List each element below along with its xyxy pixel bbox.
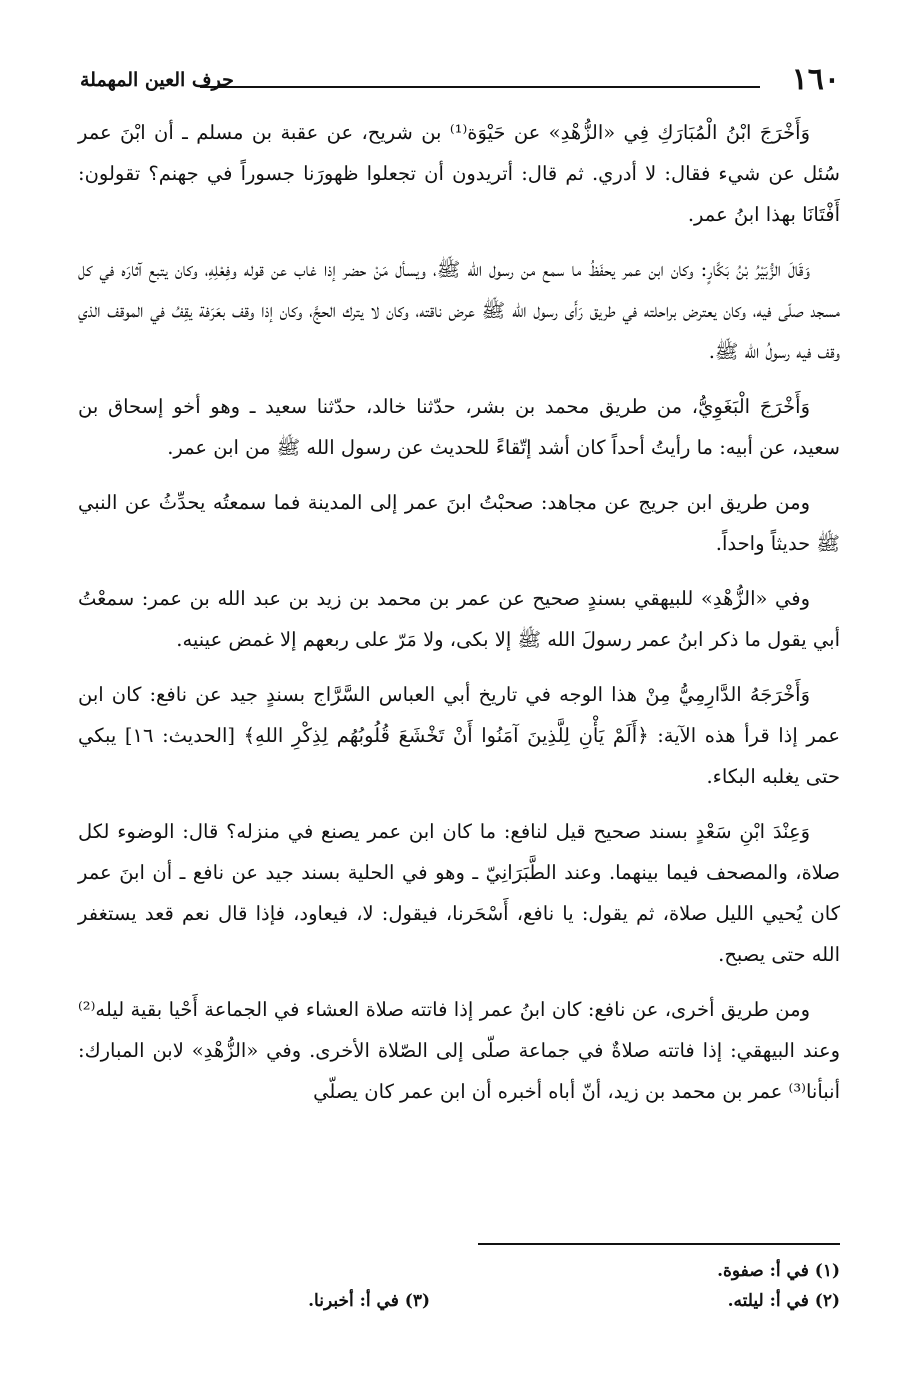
paragraph: وَأَخْرَجَ ابْنُ الْمُبَارَكِ فِي «الزُّهْدِ» عن حَيْوَة⁽¹⁾ بن شريح، عن عقبة بن مسلم ـ أن ابْنَ عمر سُئل عن شيء فقال: لا أدري. ثم قال: أتريدون أن تجعلوا ظهورَنا جسوراً في جهنم؟ تقولون: أَفْتَانَا بهذا ابنُ عمر. — [78, 121, 840, 226]
paragraph: وَأَخْرَجَ الْبَغَوِيُّ، من طريق محمد بن بشر، حدّثنا خالد، حدّثنا سعيد ـ وهو أخو إسحاق بن سعيد، عن أبيه: ما رأيتُ أحداً كان أشد إتّقاءً للحديث عن رسول الله ﷺ من ابن عمر. — [78, 395, 840, 459]
footnotes — [150, 1256, 840, 1316]
running-title: حرف العين المهملة — [80, 69, 234, 91]
paragraph: وَعِنْدَ ابْنِ سَعْدٍ بسند صحيح قيل لنافع: ما كان ابن عمر يصنع في منزله؟ قال: الوضوء لكل صلاة، والمصحف فيما بينهما. وعند الطَّبَرَانِيّ ـ وهو في الحلية بسند جيد عن نافع ـ أن ابنَ عمر كان يُحيي الليل صلاة، ثم يقول: يا نافع، أَسْحَرنا، فيقول: لا، فيعاود، فإذا قال نعم قعد يستغفر الله حتى يصبح. — [78, 820, 840, 966]
page-number: ١٦٠ — [791, 62, 840, 97]
paragraph: وَأَخْرَجَهُ الدَّارِمِيُّ مِنْ هذا الوجه في تاريخ أبي العباس السَّرَّاج بسندٍ جيد عن نافع: كان ابن عمر إذا قرأ هذه الآية: ﴿أَلَمْ يَأْنِ لِلَّذِينَ آمَنُوا أَنْ تَخْشَعَ قُلُوبُهُم لِذِكْرِ اللهِ﴾ [الحديث: ١٦] يبكي حتى يغلبه البكاء. — [78, 683, 841, 788]
main-text — [78, 112, 840, 1126]
header-rule — [200, 86, 760, 88]
paragraph: ومن طريق أخرى، عن نافع: كان ابنُ عمر إذا فاتته صلاة العشاء في الجماعة أَحْيا بقية ليله⁽²⁾ وعند البيهقي: إذا فاتته صلاةٌ في جماعة صلّى إلى الصّلاة الأخرى. وفي «الزُّهْدِ» لابن المبارك: أنبأنا⁽³⁾ عمر بن محمد بن زيد، أنّ أباه أخبره أن ابن عمر كان يصلّي — [78, 998, 840, 1103]
paragraph: ومن طريق ابن جريج عن مجاهد: صحبْتُ ابنَ عمر إلى المدينة فما سمعتُه يحدِّثُ عن النبي ﷺ حديثاً واحداً. — [78, 491, 840, 555]
footnote-line — [150, 1256, 840, 1286]
paragraph: وَقَالَ الزُّبَيْرُ بْنُ بَكَّارٍ: وكان ابن عمر يحفَظُ ما سمع من رسول الله ﷺ، ويسأل مَنْ حضر إذا غاب عن قوله وفِعْلِهِ، وكان يتبع آثارَه في كل مسجد صلّى فيه، وكان يعترض براحلته في طريق رَأَى رسول الله ﷺ عرض ناقته، وكان لا يترك الحجَّ، وكان إذا وقف بعَرَفة يقِفُ في الموقف الذي وقف فيه رسولُ الله ﷺ. — [78, 258, 840, 363]
paragraph: وفي «الزُّهْدِ» للبيهقي بسندٍ صحيح عن عمر بن محمد بن زيد بن عبد الله بن عمر: سمعْتُ أبي يقول ما ذكر ابنُ عمر رسولَ الله ﷺ إلا بكى، ولا مَرّ على ربعهم إلا غمض عينيه. — [78, 587, 840, 651]
footnote-line — [150, 1286, 840, 1316]
footnote-2: (٢) في أ: ليلته. — [727, 1291, 840, 1311]
footnote-1: (١) في أ: صفوة. — [717, 1261, 840, 1281]
footnote-3: (٣) في أ: أخبرنا. — [308, 1291, 430, 1311]
page-header — [80, 62, 840, 102]
footnote-rule — [478, 1243, 840, 1245]
